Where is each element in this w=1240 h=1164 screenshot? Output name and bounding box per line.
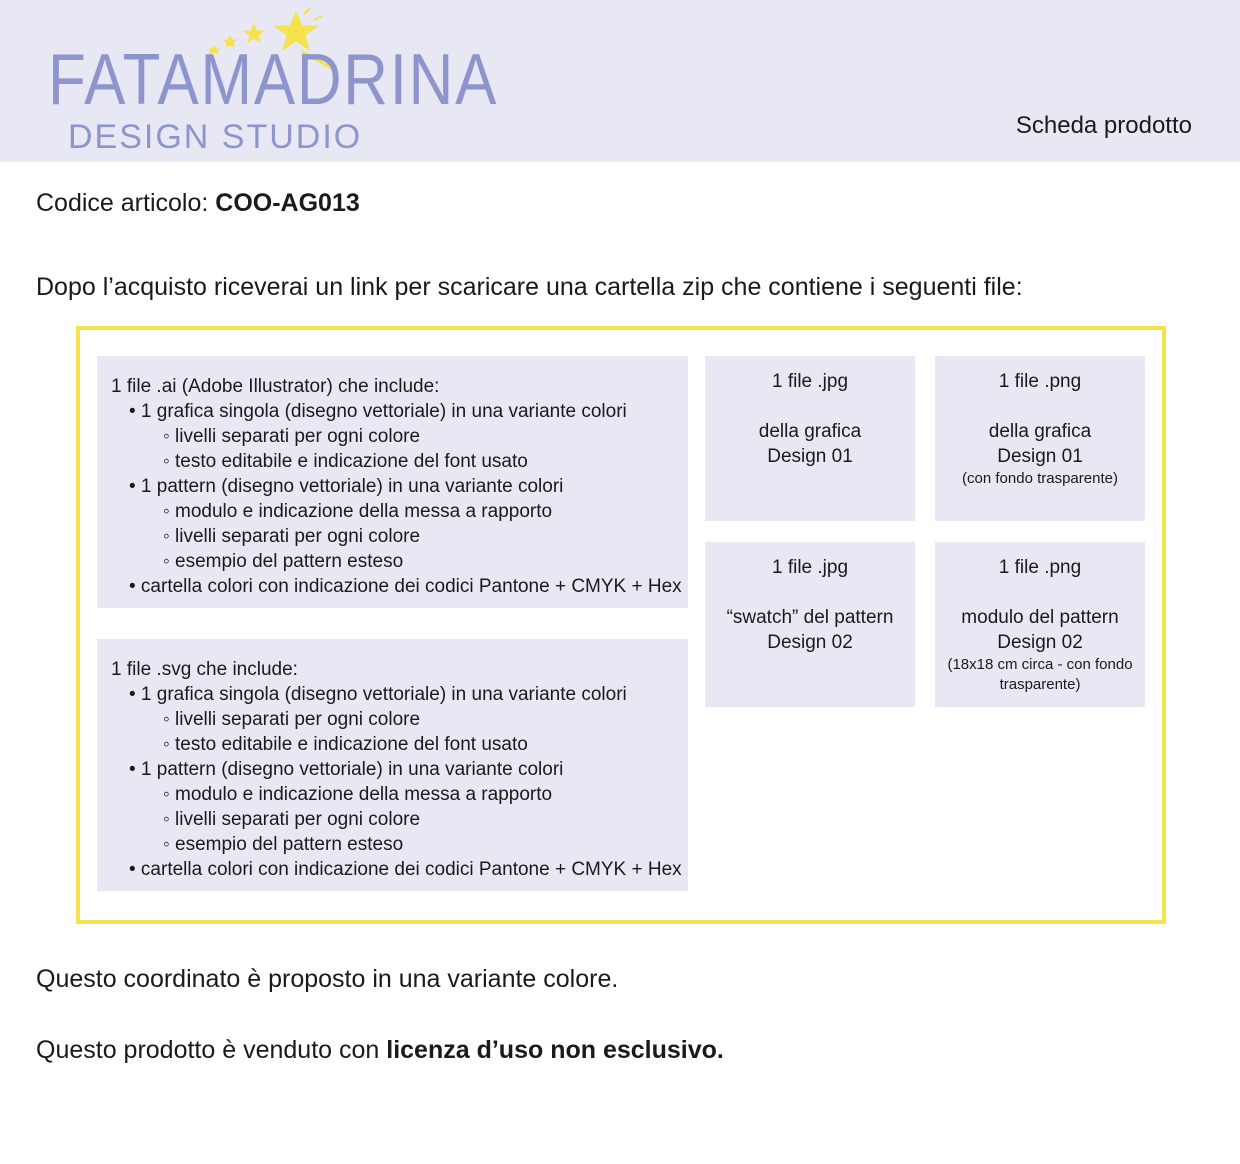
jpg-design02-title: 1 file .jpg (771, 557, 849, 578)
list-item: ◦ esempio del pattern esteso (163, 834, 404, 855)
list-item: ◦ livelli separati per ogni colore (163, 709, 421, 730)
list-heading: 1 file .svg che include: (111, 659, 298, 680)
png-design02-box (935, 542, 1145, 707)
list-item: ◦ modulo e indicazione della messa a rapporto (163, 784, 553, 805)
list-item: ◦ livelli separati per ogni colore (163, 426, 421, 447)
list-item: ◦ esempio del pattern esteso (163, 551, 404, 572)
ai-file-box (97, 356, 688, 608)
list-item: ◦ testo editabile e indicazione del font usato (163, 451, 528, 472)
header-banner (0, 0, 1240, 162)
list-item: • cartella colori con indicazione dei codici Pantone + CMYK + Hex (129, 859, 682, 880)
brand-logo (46, 8, 499, 158)
list-item: • 1 pattern (disegno vettoriale) in una variante colori (129, 476, 564, 497)
list-item: ◦ testo editabile e indicazione del font usato (163, 734, 528, 755)
list-item: ◦ modulo e indicazione della messa a rapporto (163, 501, 553, 522)
intro-text: Dopo l’acquisto riceverai un link per scaricare una cartella zip che contiene i seguenti file: (36, 273, 1023, 301)
jpg-design02-design: Design 02 (767, 632, 853, 653)
list-item: • 1 grafica singola (disegno vettoriale) in una variante colori (129, 684, 627, 705)
png-design01-title: 1 file .png (998, 371, 1082, 392)
png-design02-title: 1 file .png (998, 557, 1082, 578)
license-prefix: Questo prodotto è venduto con (36, 1036, 380, 1064)
png-design01-desc: della grafica (988, 421, 1092, 442)
list-item: • cartella colori con indicazione dei codici Pantone + CMYK + Hex (129, 576, 682, 597)
variant-text: Questo coordinato è proposto in una variante colore. (36, 965, 619, 993)
svg-file-box (97, 639, 688, 891)
png-design01-design: Design 01 (997, 446, 1083, 467)
jpg-design01-design: Design 01 (767, 446, 853, 467)
header-title: Scheda prodotto (1015, 112, 1192, 139)
item-code-line (36, 188, 360, 218)
license-line (36, 1035, 724, 1065)
list-heading: 1 file .ai (Adobe Illustrator) che include: (111, 376, 440, 397)
item-code-value: COO-AG013 (215, 189, 360, 217)
list-item: ◦ livelli separati per ogni colore (163, 526, 421, 547)
png-design02-note: (18x18 cm circa - con fondo trasparente) (947, 656, 1133, 693)
jpg-design01-desc: della grafica (758, 421, 862, 442)
jpg-design01-box (705, 356, 915, 521)
png-design01-note: (con fondo trasparente) (962, 470, 1118, 487)
jpg-design01-title: 1 file .jpg (771, 371, 849, 392)
logo-wordmark: FATAMADRINA (48, 40, 499, 120)
list-item: ◦ livelli separati per ogni colore (163, 809, 421, 830)
png-design02-design: Design 02 (997, 632, 1083, 653)
item-code-label: Codice articolo: (36, 189, 209, 217)
list-item: • 1 grafica singola (disegno vettoriale) in una variante colori (129, 401, 627, 422)
png-design02-desc: modulo del pattern (961, 607, 1119, 628)
list-item: • 1 pattern (disegno vettoriale) in una variante colori (129, 759, 564, 780)
logo-subtitle: DESIGN STUDIO (68, 118, 363, 156)
jpg-design02-box (705, 542, 915, 707)
license-type: licenza d’uso non esclusivo. (386, 1036, 724, 1064)
png-design01-box (935, 356, 1145, 521)
jpg-design02-desc: “swatch” del pattern (726, 607, 894, 628)
